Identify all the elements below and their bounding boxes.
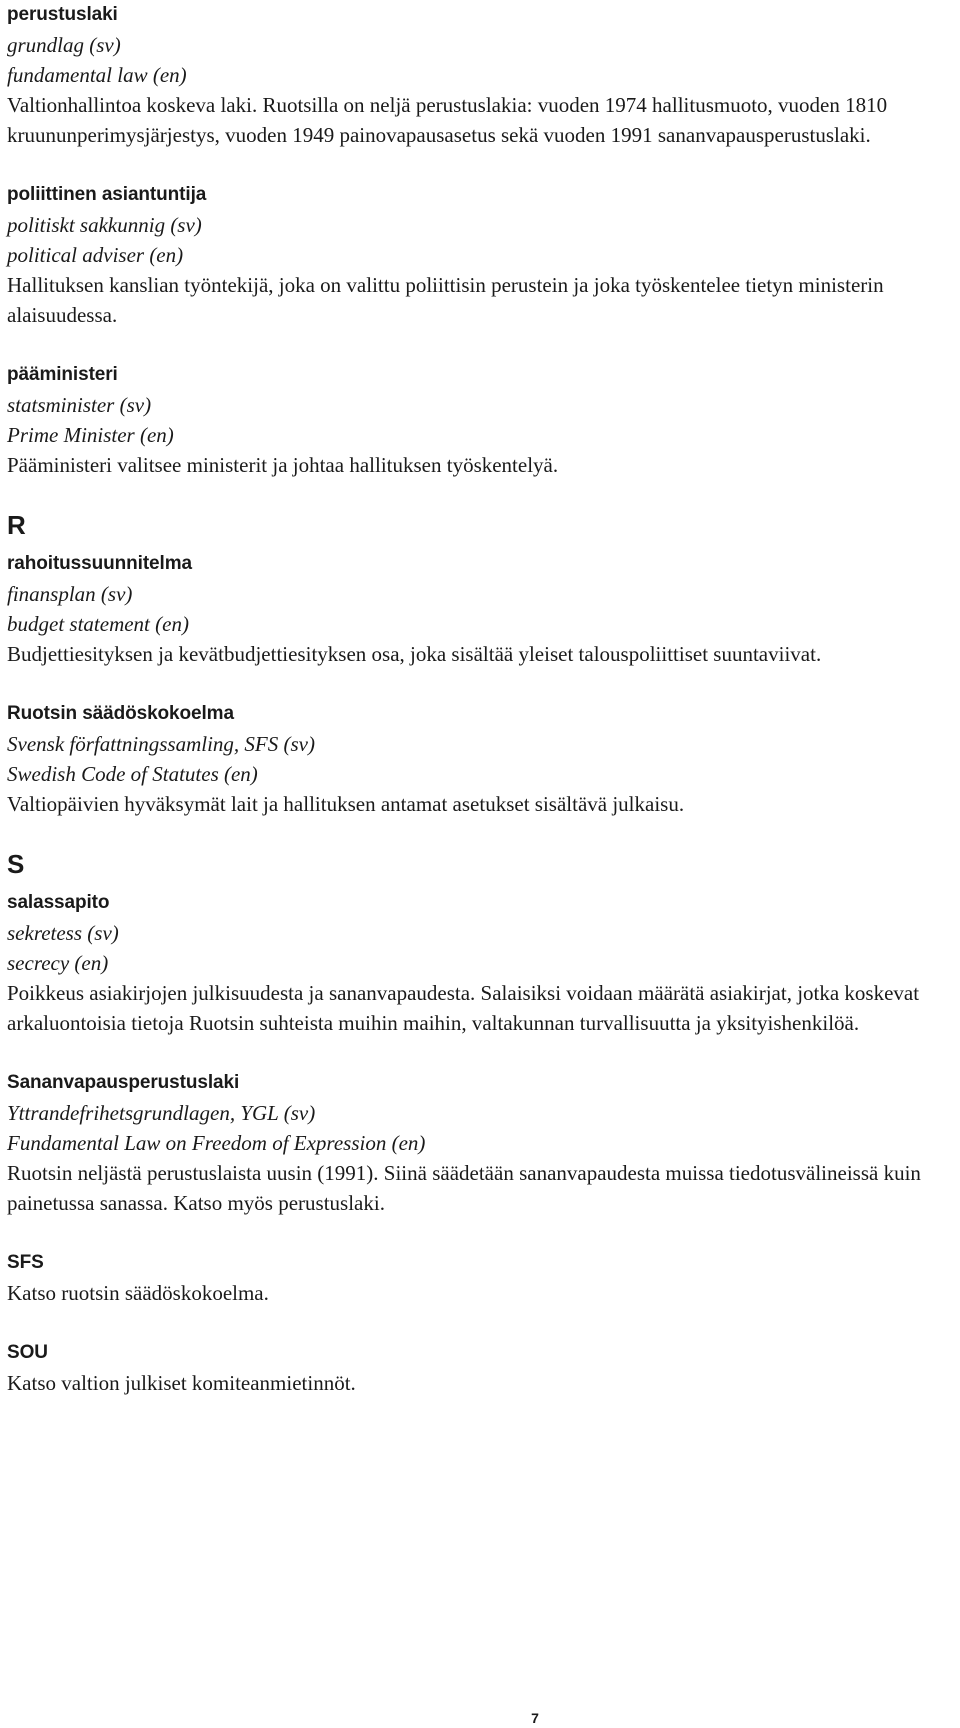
- entry-definition: Budjettiesityksen ja kevätbudjettiesityksen osa, joka sisältää yleiset talouspoliittiset suuntaviivat.: [7, 642, 822, 666]
- entry-swedish: sekretess (sv): [7, 921, 119, 945]
- glossary-entry: [7, 549, 947, 669]
- entry-definition: Poikkeus asiakirjojen julkisuudesta ja sananvapaudesta. Salaisiksi voidaan määrätä asiakirjat, jotka koskevat arkaluontoisia tietoja Ruotsin suhteista muihin maihin, valtakunnan turvallisuutta ja yksityishenkilöä.: [7, 981, 920, 1035]
- entry-definition: Valtiopäivien hyväksymät lait ja hallituksen antamat asetukset sisältävä julkaisu.: [7, 792, 685, 816]
- entry-definition: Pääministeri valitsee ministerit ja johtaa hallituksen työskentelyä.: [7, 453, 559, 477]
- glossary-entry: [7, 1338, 947, 1398]
- entry-term: SFS: [7, 1252, 44, 1273]
- glossary-page: [7, 0, 947, 1398]
- entry-english: Fundamental Law on Freedom of Expression (en): [7, 1131, 426, 1155]
- glossary-entry: [7, 180, 947, 330]
- entry-english: secrecy (en): [7, 951, 109, 975]
- page-number: 7: [531, 1710, 539, 1726]
- entry-swedish: grundlag (sv): [7, 33, 121, 57]
- entry-term: salassapito: [7, 892, 110, 913]
- glossary-entry: [7, 888, 947, 1038]
- glossary-entry: [7, 0, 947, 150]
- entry-definition: Valtionhallintoa koskeva laki. Ruotsilla on neljä perustuslakia: vuoden 1974 hallitusmuoto, vuoden 1810 kruununperimysjärjestys, vuoden 1949 painovapausasetus sekä vuoden 1991 sananvapausperustuslaki.: [7, 93, 888, 147]
- entry-english: fundamental law (en): [7, 63, 187, 87]
- entry-term: poliittinen asiantuntija: [7, 184, 207, 205]
- entry-swedish: statsminister (sv): [7, 393, 152, 417]
- section-letter-r: R: [7, 510, 26, 540]
- entry-term: pääministeri: [7, 364, 118, 385]
- entry-swedish: finansplan (sv): [7, 582, 133, 606]
- section-letter-s: S: [7, 849, 25, 879]
- entry-term: Sananvapausperustuslaki: [7, 1072, 240, 1093]
- entry-definition: Ruotsin neljästä perustuslaista uusin (1991). Siinä säädetään sananvapaudesta muissa tiedotusvälineissä kuin painetussa sanassa. Katso myös perustuslaki.: [7, 1161, 921, 1215]
- glossary-entry: [7, 699, 947, 819]
- entry-swedish: Svensk författningssamling, SFS (sv): [7, 732, 315, 756]
- glossary-entry: [7, 1248, 947, 1308]
- entry-english: Swedish Code of Statutes (en): [7, 762, 258, 786]
- entry-english: budget statement (en): [7, 612, 189, 636]
- entry-term: SOU: [7, 1342, 48, 1363]
- entry-term: perustuslaki: [7, 4, 118, 25]
- entry-definition: Katso valtion julkiset komiteanmietinnöt.: [7, 1371, 356, 1395]
- entry-definition: Katso ruotsin säädöskokoelma.: [7, 1281, 269, 1305]
- entry-swedish: politiskt sakkunnig (sv): [7, 213, 202, 237]
- entry-english: Prime Minister (en): [7, 423, 174, 447]
- entry-definition: Hallituksen kanslian työntekijä, joka on valittu poliittisin perustein ja joka työskentelee tietyn ministerin alaisuudessa.: [7, 273, 884, 327]
- entry-english: political adviser (en): [7, 243, 184, 267]
- entry-term: rahoitussuunnitelma: [7, 553, 192, 574]
- entry-term: Ruotsin säädöskokoelma: [7, 703, 234, 724]
- glossary-entry: [7, 360, 947, 480]
- entry-swedish: Yttrandefrihetsgrundlagen, YGL (sv): [7, 1101, 316, 1125]
- glossary-entry: [7, 1068, 947, 1218]
